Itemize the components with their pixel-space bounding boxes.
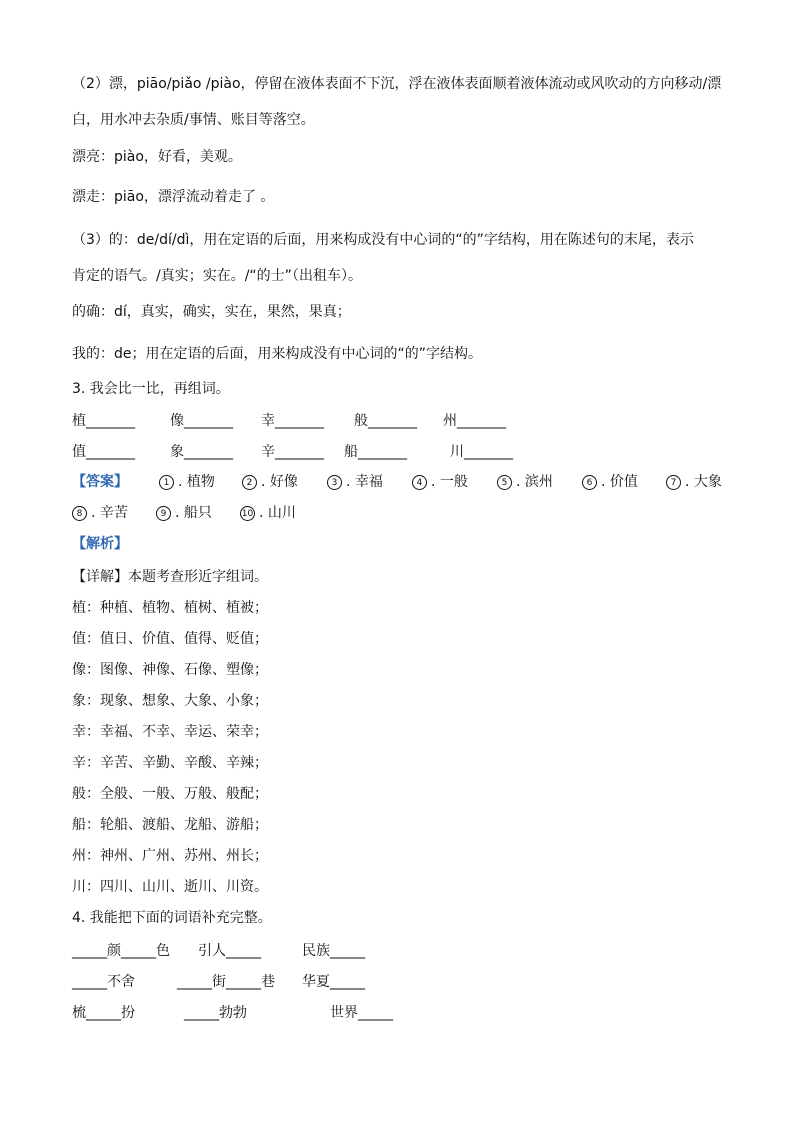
q3-item: 船_______ bbox=[344, 444, 407, 460]
answer-text: . 辛苦 bbox=[91, 505, 128, 521]
q4-row bbox=[72, 940, 752, 962]
q3-item: 植_______ bbox=[72, 413, 135, 429]
answer-item bbox=[582, 471, 638, 493]
q4-item: 引人_____ bbox=[198, 943, 261, 959]
q3-item: 州_______ bbox=[443, 413, 506, 429]
detail-line: 幸：幸福、不幸、幸运、荣幸； bbox=[72, 724, 268, 740]
answer-number: 4 bbox=[412, 475, 427, 490]
answer-item bbox=[72, 502, 128, 524]
q3-item: 象_______ bbox=[170, 444, 233, 460]
q3-item: 川_______ bbox=[450, 444, 513, 460]
answer-number: 10 bbox=[240, 506, 255, 521]
detail-line: 值：值日、价值、值得、贬值； bbox=[72, 631, 268, 647]
answer-item bbox=[156, 502, 212, 524]
text-line: 的确：dí，真实，确实，实在，果然，果真； bbox=[72, 304, 351, 320]
answer-text: . 好像 bbox=[261, 474, 298, 490]
answer-number: 3 bbox=[327, 475, 342, 490]
detail-line: 象：现象、想象、大象、小象； bbox=[72, 693, 268, 709]
q4-item: 华夏_____ bbox=[302, 974, 365, 990]
answer-number: 2 bbox=[242, 475, 257, 490]
text-line: 白，用水冲去杂质/事情、账目等落空。 bbox=[72, 112, 315, 128]
text-line: 漂走：piāo，漂浮流动着走了 。 bbox=[72, 189, 275, 205]
q4-item: 世界_____ bbox=[330, 1005, 393, 1021]
answer-item bbox=[666, 471, 722, 493]
text-line: 我的：de；用在定语的后面，用来构成没有中心词的“的”字结构。 bbox=[72, 346, 483, 362]
answer-text: . 植物 bbox=[178, 474, 215, 490]
detail-line: 般：全般、一般、万般、般配； bbox=[72, 786, 268, 802]
q4-item: 民族_____ bbox=[302, 943, 365, 959]
q3-item: 像_______ bbox=[170, 413, 233, 429]
answer-text: . 大象 bbox=[685, 474, 722, 490]
detail-line: 像：图像、神像、石像、塑像； bbox=[72, 662, 268, 678]
q4-row bbox=[72, 1002, 752, 1024]
text-line: （3）的：de/dí/dì，用在定语的后面，用来构成没有中心词的“的”字结构，用在陈述句的末尾，表示 bbox=[72, 232, 694, 248]
q3-item: 值_______ bbox=[72, 444, 135, 460]
answer-text: . 一般 bbox=[431, 474, 468, 490]
q4-item: _____勃勃 bbox=[184, 1005, 247, 1021]
answer-item bbox=[159, 471, 215, 493]
answer-item bbox=[242, 471, 298, 493]
q4-item: _____街_____巷 bbox=[177, 974, 275, 990]
detail-line: 辛：辛苦、辛勤、辛酸、辛辣； bbox=[72, 755, 268, 771]
detail-line: 植：种植、植物、植树、植被； bbox=[72, 600, 268, 616]
q4-item: _____不舍 bbox=[72, 974, 135, 990]
q4-item: _____颜_____色 bbox=[72, 943, 170, 959]
answer-row bbox=[72, 502, 752, 524]
q3-item: 辛_______ bbox=[261, 444, 324, 460]
answer-text: . 价值 bbox=[601, 474, 638, 490]
answer-text: . 幸福 bbox=[346, 474, 383, 490]
q3-row bbox=[72, 410, 752, 432]
text-line: 漂亮：piào，好看，美观。 bbox=[72, 149, 242, 165]
q4-row bbox=[72, 971, 752, 993]
answer-number: 7 bbox=[666, 475, 681, 490]
text-line: （2）漂，piāo/piǎo /piào，停留在液体表面不下沉，浮在液体表面顺着液体流动或风吹动的方向移动/漂 bbox=[72, 76, 722, 92]
answer-row bbox=[72, 471, 752, 493]
answer-number: 1 bbox=[159, 475, 174, 490]
answer-item bbox=[412, 471, 468, 493]
q3-item: 幸_______ bbox=[261, 413, 324, 429]
answer-label: 【答案】 bbox=[72, 474, 128, 490]
detail-line: 州：神州、广州、苏州、州长； bbox=[72, 848, 268, 864]
answer-item bbox=[327, 471, 383, 493]
question-3-title: 3. 我会比一比，再组词。 bbox=[72, 381, 230, 397]
answer-number: 6 bbox=[582, 475, 597, 490]
detail-line: 川：四川、山川、逝川、川资。 bbox=[72, 879, 268, 895]
answer-item bbox=[497, 471, 553, 493]
q3-row bbox=[72, 441, 752, 463]
question-4-title: 4. 我能把下面的词语补充完整。 bbox=[72, 910, 272, 926]
answer-text: . 滨州 bbox=[516, 474, 553, 490]
answer-number: 5 bbox=[497, 475, 512, 490]
answer-number: 8 bbox=[72, 506, 87, 521]
text-line: 肯定的语气。/真实；实在。/“的士”（出租车）。 bbox=[72, 268, 362, 284]
detail-line: 【详解】本题考查形近字组词。 bbox=[72, 569, 268, 585]
answer-number: 9 bbox=[156, 506, 171, 521]
answer-text: . 船只 bbox=[175, 505, 212, 521]
answer-item bbox=[240, 502, 296, 524]
q3-item: 般_______ bbox=[354, 413, 417, 429]
q4-item: 梳_____扮 bbox=[72, 1005, 135, 1021]
answer-text: . 山川 bbox=[259, 505, 296, 521]
detail-line: 船：轮船、渡船、龙船、游船； bbox=[72, 817, 268, 833]
analysis-label: 【解析】 bbox=[72, 536, 128, 552]
